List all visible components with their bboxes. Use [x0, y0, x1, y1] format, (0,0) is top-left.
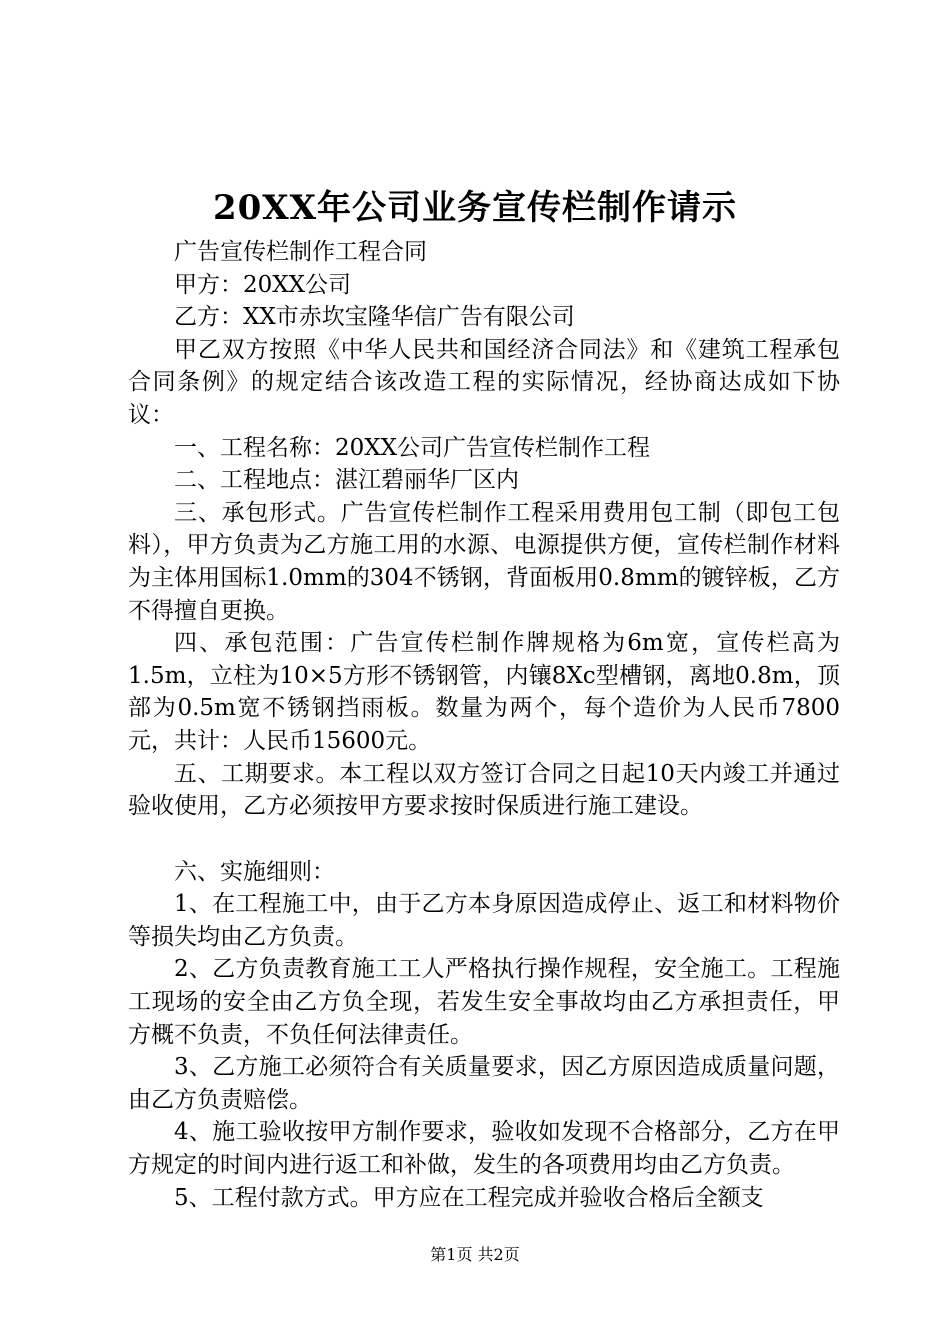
- paragraph-implementation-heading: 六、实施细则：: [174, 858, 335, 885]
- document-title: 20XX年公司业务宣传栏制作请示: [212, 188, 738, 228]
- paragraph-contract-scope: 四、承包范围：广告宣传栏制作牌规格为6m宽，宣传栏高为1.5m，立柱为10×5方形不锈钢管，内镶8Xc型槽钢，离地0.8m，顶部为0.5m宽不锈钢挡雨板。数量为两个，每个造价为人民币7800元，共计：人民币15600元。: [128, 630, 840, 754]
- paragraph-contract-form: 三、承包形式。广告宣传栏制作工程采用费用包工制（即包工包料），甲方负责为乙方施工用的水源、电源提供方便，宣传栏制作材料为主体用国标1.0mm的304不锈钢，背面板用0.8mm的镀锌板，乙方不得擅自更换。: [128, 499, 840, 624]
- paragraph-rule-3: 3、乙方施工必须符合有关质量要求，因乙方原因造成质量问题，由乙方负责赔偿。: [128, 1054, 840, 1113]
- paragraph-contract-heading: 广告宣传栏制作工程合同: [174, 239, 427, 265]
- paragraph-project-location: 二、工程地点：湛江碧丽华厂区内: [174, 467, 519, 494]
- paragraph-rule-2: 2、乙方负责教育施工工人严格执行操作规程，安全施工。工程施工现场的安全由乙方负全现，若发生安全事故均由乙方承担责任，甲方概不负责，不负任何法律责任。: [128, 956, 840, 1048]
- paragraph-project-name: 一、工程名称：20XX公司广告宣传栏制作工程: [174, 434, 651, 461]
- page-footer: 第1页 共2页: [430, 1245, 520, 1264]
- paragraph-rule-4: 4、施工验收按甲方制作要求，验收如发现不合格部分，乙方在甲方规定的时间内进行返工和补做，发生的各项费用均由乙方负责。: [128, 1119, 840, 1179]
- paragraph-party-a: 甲方：20XX公司: [174, 271, 352, 298]
- paragraph-rule-5: 5、工程付款方式。甲方应在工程完成并验收合格后全额支: [174, 1184, 764, 1211]
- paragraph-spacer: [128, 823, 840, 856]
- paragraph-rule-1: 1、在工程施工中，由于乙方本身原因造成停止、返工和材料物价等损失均由乙方负责。: [128, 891, 840, 950]
- document-body: [128, 236, 840, 1214]
- paragraph-schedule: 五、工期要求。本工程以双方签订合同之日起10天内竣工并通过验收使用，乙方必须按甲方要求按时保质进行施工建设。: [128, 760, 840, 820]
- paragraph-party-b: 乙方：XX市赤坎宝隆华信广告有限公司: [174, 304, 575, 331]
- paragraph-agreement-intro: 甲乙双方按照《中华人民共和国经济合同法》和《建筑工程承包合同条例》的规定结合该改造工程的实际情况，经协商达成如下协议：: [128, 336, 840, 428]
